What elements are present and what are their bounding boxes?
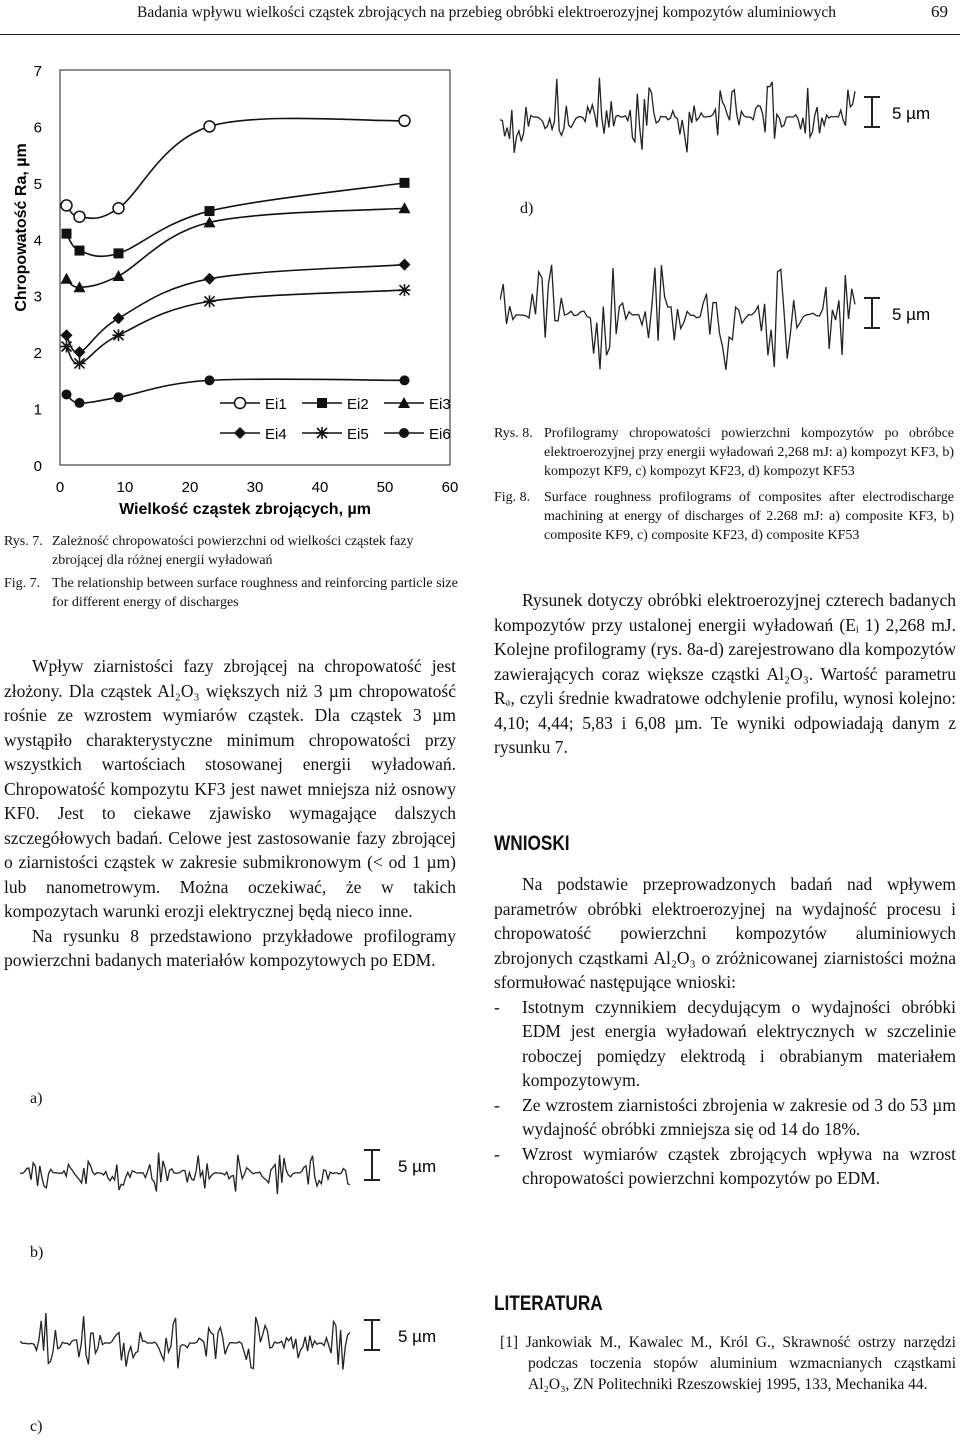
legend-marker-ei1	[235, 398, 246, 409]
x-tick-label: 10	[116, 479, 134, 496]
figure-7-caption-en	[4, 574, 464, 612]
legend-label-ei3: Ei3	[429, 396, 451, 413]
data-point-ei2	[75, 246, 85, 256]
data-point-ei5	[61, 341, 73, 353]
data-point-ei1	[204, 121, 215, 132]
data-point-ei4	[61, 329, 73, 341]
figure-7-chart	[0, 50, 480, 520]
data-point-ei2	[400, 178, 410, 188]
figure-7-label-pl: Rys. 7.	[4, 534, 43, 549]
data-point-ei3	[61, 273, 73, 284]
data-point-ei6	[62, 389, 72, 399]
figure-8-label-pl: Rys. 8.	[494, 426, 533, 441]
scale-bar-b	[364, 1320, 380, 1350]
conclusions-list	[494, 995, 956, 1191]
x-tick-label: 0	[55, 479, 65, 496]
x-tick-label: 30	[246, 479, 264, 496]
data-point-ei5	[113, 329, 125, 341]
scale-label-c: 5 µm	[892, 104, 931, 123]
y-tick-label: 2	[33, 345, 42, 363]
data-point-ei2	[205, 206, 215, 216]
figure-7-text-en: The relationship between surface roughness and reinforcing particle size for different energy of discharges	[52, 576, 458, 610]
legend-marker-ei6	[399, 428, 409, 438]
scale-bar-d	[864, 298, 880, 328]
data-point-ei4	[113, 312, 125, 324]
figure-7-caption-pl	[4, 532, 464, 570]
conclusions-body	[494, 872, 956, 1191]
y-tick-label: 1	[33, 401, 42, 419]
left-paragraph-2: Na rysunku 8 przedstawiono przykładowe profilogramy powierzchni badanych materiałów kompozytowych po EDM.	[4, 925, 456, 970]
left-body-text	[4, 654, 456, 973]
legend-marker-ei5	[316, 427, 328, 439]
data-point-ei4	[74, 346, 86, 358]
profile-c-trace	[500, 78, 855, 153]
x-tick-label: 60	[441, 479, 459, 496]
data-point-ei1	[61, 200, 72, 211]
data-point-ei1	[399, 115, 410, 126]
legend-label-ei1: Ei1	[265, 396, 287, 413]
running-header	[0, 0, 960, 35]
conclusion-item: - Ze wzrostem ziarnistości zbrojenia w zakresie od 3 do 53 µm wydajność obróbki zmniejsza się od 14 do 18%.	[494, 1094, 956, 1139]
profile-a-trace	[20, 1153, 350, 1195]
profilogram-d	[500, 230, 955, 400]
data-point-ei6	[205, 375, 215, 385]
y-tick-label: 3	[33, 288, 42, 306]
right-paragraph-1: Rysunek dotyczy obróbki elektroerozyjnej czterech badanych kompozytów przy ustalonej energii wyładowań (Eᵢ 1) 2,268 mJ. Kolejne profilogramy (rys. 8a-d) zarejestrowano dla kompozytów zawierających coraz większe cząstki Al₂O₃. Wartość parametru Rₐ, czyli średnie kwadratowe odchylenie profilu, wynosi kolejno: 4,10; 4,44; 5,83 i 6,08 µm. Te wyniki odpowiadają danym z rysunku 7.	[494, 590, 956, 757]
chart-legend	[220, 396, 451, 443]
conclusion-item: - Istotnym czynnikiem decydującym o wydajności obróbki EDM jest energia wyładowań elektrycznych w szczelinie roboczej pomiędzy elektrodą i obrabianym materiałem kompozytowym.	[494, 996, 956, 1090]
series-line-ei2	[67, 183, 405, 256]
conclusions-heading: WNIOSKI	[494, 832, 570, 855]
series-line-ei5	[67, 290, 405, 364]
profile-a-label: a)	[30, 1090, 43, 1107]
data-point-ei1	[74, 211, 85, 222]
figure-8-text-en: Surface roughness profilograms of composites after electrodischarge machining at energy of discharges of 2.268 mJ: a) composite KF3, b) composite KF9, c) composite KF23, d) composite KF53	[544, 490, 954, 543]
profile-d-label: d)	[520, 200, 534, 217]
x-axis-label: Wielkość cząstek zbrojących, µm	[119, 501, 371, 518]
y-tick-label: 7	[33, 63, 42, 80]
data-point-ei4	[204, 273, 216, 285]
figure-8-label-en: Fig. 8.	[494, 490, 531, 505]
running-header-title: Badania wpływu wielkości cząstek zbrojących na przebieg obróbki elektroerozyjnej kompozytów aluminiowych	[137, 4, 836, 21]
profile-d-trace	[500, 265, 855, 370]
profile-c-label: c)	[30, 1418, 43, 1435]
profilogram-a	[20, 1128, 470, 1223]
chart-series	[61, 115, 411, 408]
data-point-ei6	[75, 398, 85, 408]
y-tick-label: 4	[33, 232, 42, 250]
y-tick-label: 6	[33, 119, 42, 137]
literature-heading: LITERATURA	[494, 1292, 603, 1315]
legend-label-ei5: Ei5	[347, 426, 369, 443]
legend-label-ei2: Ei2	[347, 396, 369, 413]
data-point-ei1	[113, 203, 124, 214]
left-paragraph-1: Wpływ ziarnistości fazy zbrojącej na chropowatość jest złożony. Dla cząstek Al₂O₃ większych niż 3 µm chropowatość rośnie ze wzrostem wymiarów cząstek. Dla cząstek 3 µm wystąpiło charakterystyczne minimum chropowatości przy wszystkich wartościach stosowanej energii wyładowań. Chropowatość kompozytu KF3 jest nawet mniejsza niż osnowy KF0. Jest to ciekawe zjawisko wymagające dalszych szczegółowych badań. Celowe jest zastosowanie fazy zbrojącej o ziarnistości cząstek w zakresie submikronowym (< od 1 µm) lub nanometrowym. Można oczekiwać, że w takich kompozytach warunki erozji elektrycznej będą nieco inne.	[4, 656, 456, 921]
profile-b-trace	[20, 1313, 350, 1370]
figure-7-label-en: Fig. 7.	[4, 576, 41, 591]
data-point-ei3	[113, 270, 125, 281]
figure-8-caption-pl	[494, 424, 954, 481]
profilogram-b	[20, 1285, 470, 1400]
legend-marker-ei2	[317, 398, 327, 408]
data-point-ei6	[114, 392, 124, 402]
x-tick-label: 40	[311, 479, 329, 496]
conclusions-intro: Na podstawie przeprowadzonych badań nad wpływem parametrów obróbki elektroerozyjnej na wydajność procesu i chropowatość powierzchni kompozytów aluminiowych zbrojonych cząstkami Al₂O₃ o zróżnicowanej ziarnistości można sformułować następujące wnioski:	[494, 874, 956, 992]
figure-8-text-pl: Profilogramy chropowatości powierzchni kompozytów po obróbce elektroerozyjnej przy energii wyładowań 2,268 mJ: a) kompozyt KF3, b) kompozyt KF9, c) kompozyt KF23, d) kompozyt KF53	[544, 426, 954, 479]
plot-frame	[60, 70, 450, 465]
data-point-ei2	[114, 248, 124, 258]
legend-label-ei6: Ei6	[429, 426, 451, 443]
scale-label-b: 5 µm	[398, 1327, 437, 1346]
data-point-ei5	[399, 284, 411, 296]
right-body-text	[494, 588, 956, 760]
scale-label-a: 5 µm	[398, 1157, 437, 1176]
x-tick-label: 50	[376, 479, 394, 496]
profile-b-label: b)	[30, 1244, 44, 1261]
y-axis-label: Chropowatość Ra, µm	[13, 143, 30, 312]
reference-1: [1] Jankowiak M., Kawalec M., Król G., Skrawność ostrzy narzędzi podczas toczenia stopów aluminium wzmacnianych cząstkami Al₂O₃, ZN Politechniki Rzeszowskiej 1995, 133, Mechanika 44.	[500, 1334, 956, 1393]
figure-8-caption-en	[494, 488, 954, 545]
legend-marker-ei4	[234, 427, 246, 439]
profilogram-c	[500, 55, 955, 185]
data-point-ei4	[399, 259, 411, 271]
y-tick-label: 5	[33, 175, 42, 193]
x-tick-label: 20	[181, 479, 199, 496]
page-number: 69	[931, 2, 948, 21]
conclusion-item: - Wzrost wymiarów cząstek zbrojących wpływa na wzrost chropowatości powierzchni kompozytów po EDM.	[494, 1143, 956, 1188]
legend-label-ei4: Ei4	[265, 426, 287, 443]
data-point-ei2	[62, 229, 72, 239]
data-point-ei5	[204, 295, 216, 307]
data-point-ei6	[400, 375, 410, 385]
scale-bar-a	[364, 1150, 380, 1180]
figure-7-text-pl: Zależność chropowatości powierzchni od wielkości cząstek fazy zbrojącej dla różnej energii wyładowań	[52, 534, 414, 568]
scale-bar-c	[864, 97, 880, 127]
data-point-ei5	[74, 357, 86, 369]
scale-label-d: 5 µm	[892, 305, 931, 324]
y-tick-label: 0	[33, 458, 42, 475]
